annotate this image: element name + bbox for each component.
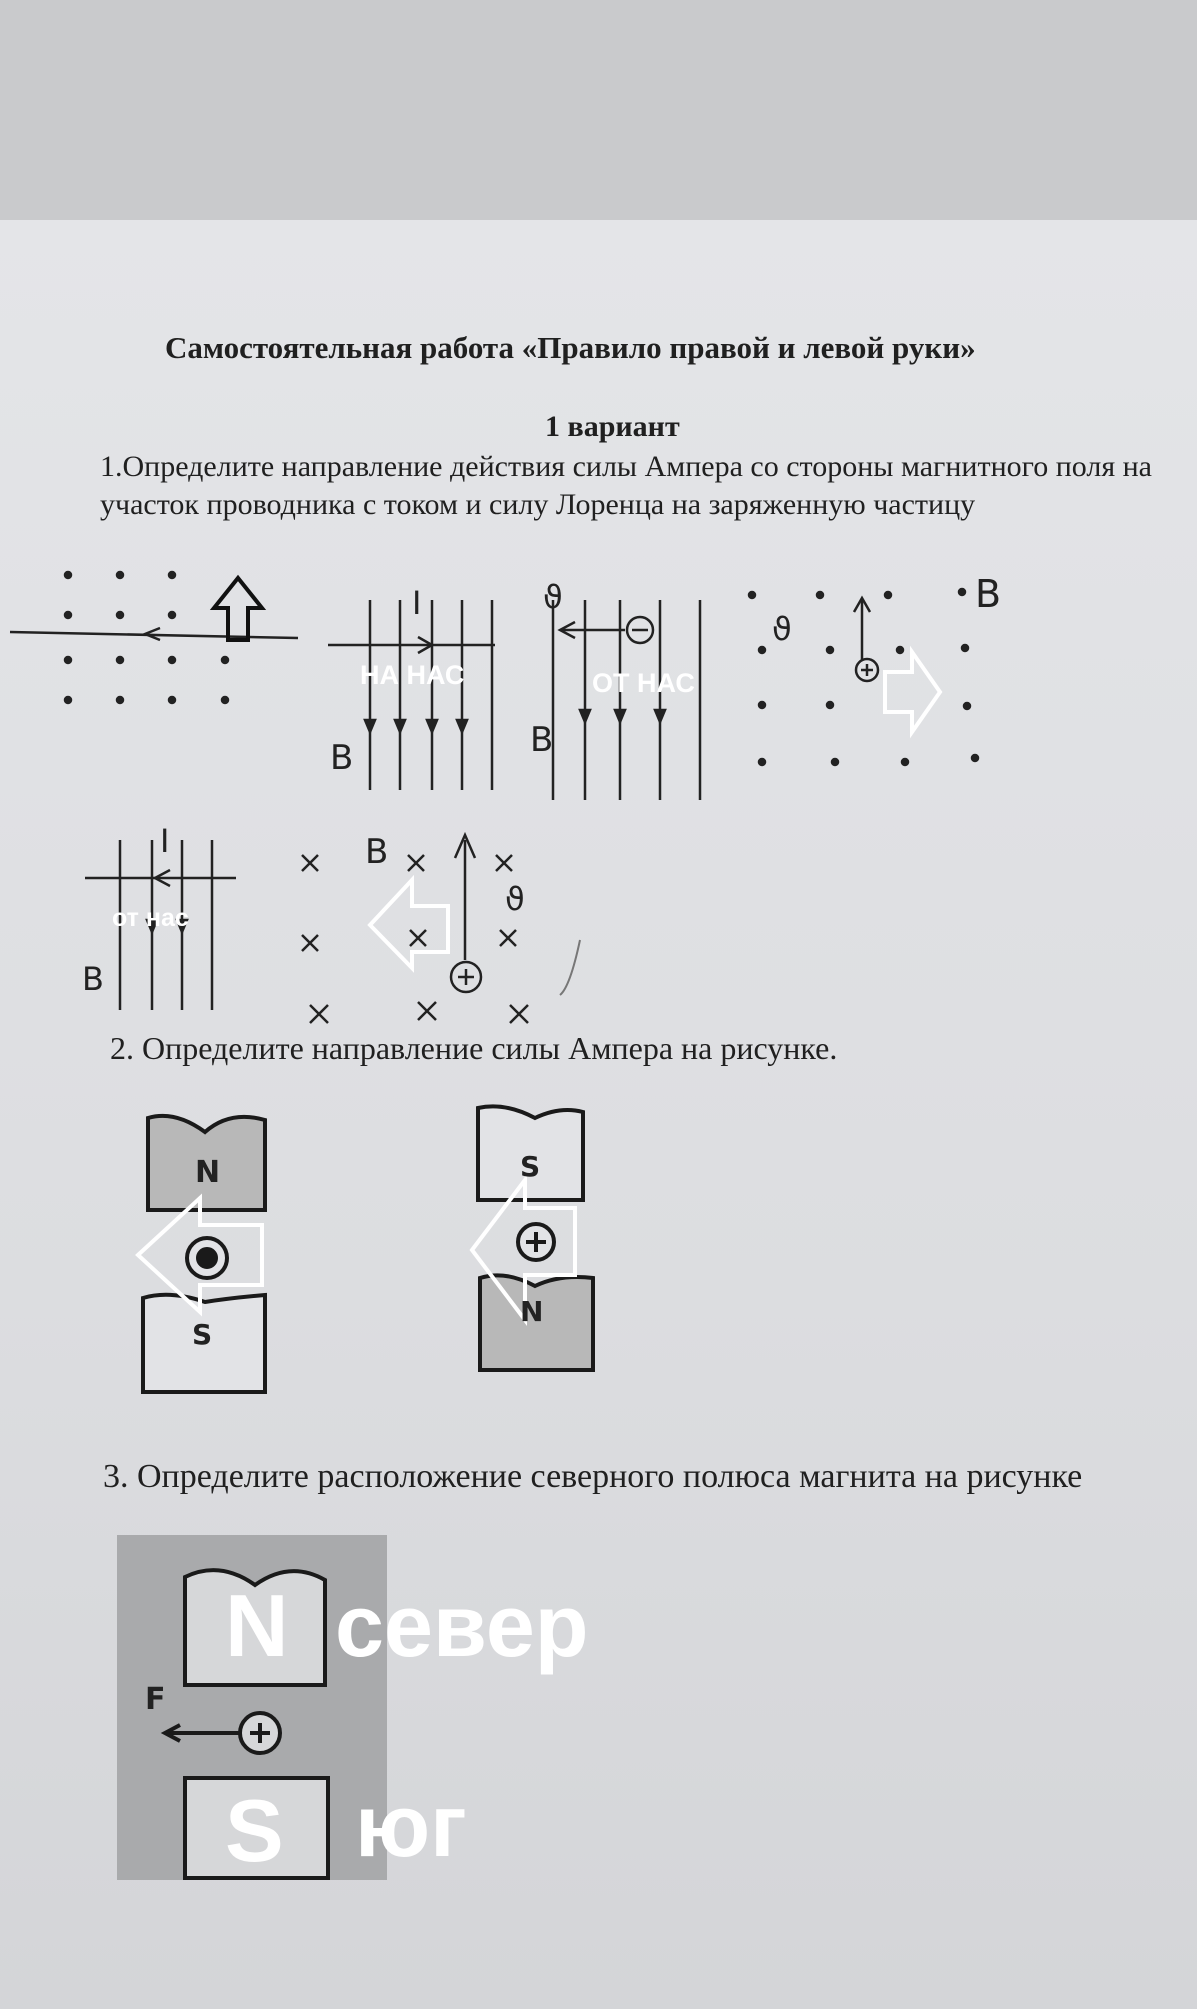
figure-3-field-label: B (530, 720, 554, 760)
figure-6-velocity-label: ϑ (505, 880, 525, 918)
figure-2-field-label: B (330, 738, 354, 778)
q3-force-label: F (145, 1682, 166, 1717)
q2-left-top-pole-label: N (195, 1155, 221, 1190)
figure-6-field-crosses (302, 855, 528, 1023)
document-title: Самостоятельная работа «Правило правой и левой руки» (165, 330, 976, 365)
q3-north-letter: N (225, 1576, 289, 1675)
figure-6-field-label: B (365, 832, 389, 872)
q2-right-top-pole-label: S (520, 1150, 541, 1183)
question-3: 3. Определите расположение северного полюса магнита на рисунке (103, 1458, 1083, 1495)
question-1: 1.Определите направление действия силы Ампера со стороны магнитного поля на участок проводника с током и силу Лоренца на заряженную частицу (100, 450, 1152, 521)
q3-south-word: юг (355, 1776, 467, 1875)
figure-3-velocity-label: ϑ (543, 578, 563, 616)
figure-2-field-lines (365, 600, 492, 790)
figure-1-field-dots (65, 572, 228, 703)
figure-5-answer-label: от нас (112, 904, 189, 932)
question-2: 2. Определите направление силы Ампера на рисунке. (110, 1030, 838, 1066)
figure-4-field-label: B (975, 572, 1002, 616)
figure-6-answer-arrow-left (370, 880, 448, 968)
figure-5-field-label: B (82, 960, 104, 998)
figure-2-answer-label: НА НАС (360, 660, 465, 690)
figure-3-answer-label: ОТ НАС (592, 668, 695, 698)
figure-5-current-label: I (160, 822, 170, 860)
q2-left-bottom-pole-label: S (192, 1318, 213, 1351)
figure-4-answer-arrow-right (885, 652, 940, 732)
figure-4-velocity-label: ϑ (772, 610, 792, 648)
figure-2-current-label: I (412, 584, 422, 622)
figure-1-answer-arrow (214, 578, 262, 640)
q3-north-word: север (335, 1576, 589, 1675)
q2-right-bottom-pole-label: N (520, 1295, 544, 1328)
variant-heading: 1 вариант (545, 410, 680, 443)
q3-south-letter: S (225, 1781, 284, 1880)
